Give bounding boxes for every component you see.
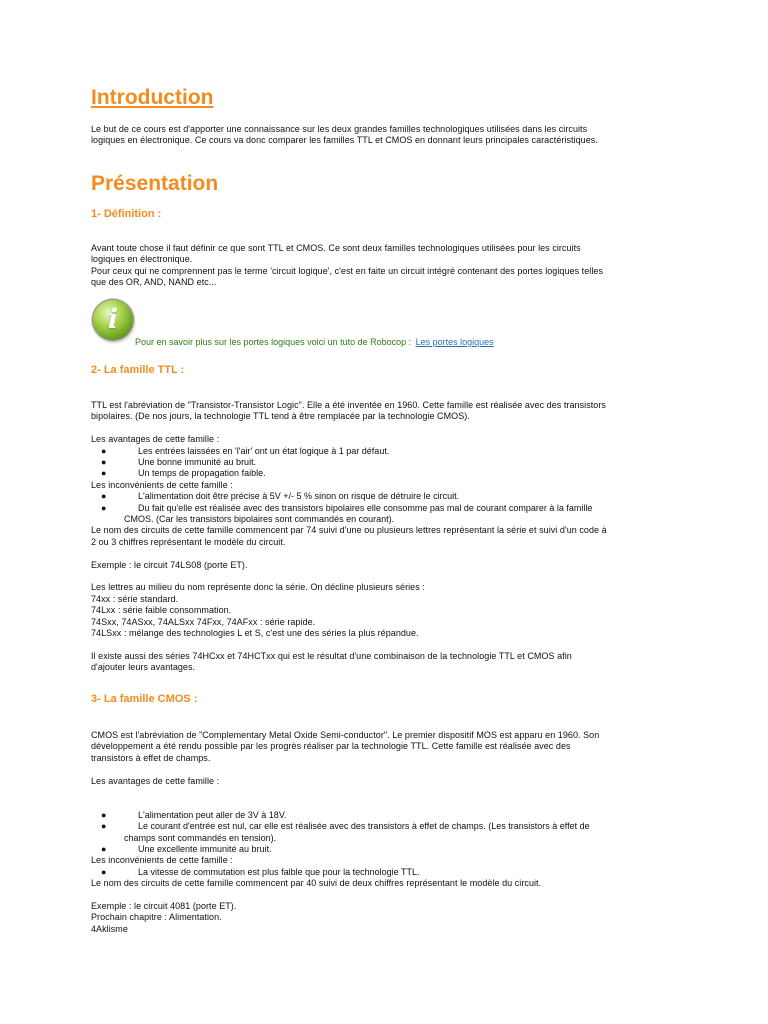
ttl-intro-line: TTL est l'abréviation de "Transistor-Transistor Logic". Elle a été inventée en 1960. Cette famille est réalisée avec des transistors — [91, 400, 606, 410]
presentation-section — [91, 172, 681, 196]
ttl-series-line: 74LSxx : mélange des technologies L et S, c'est une des séries la plus répandue. — [91, 628, 419, 639]
cmos-naming-line: Le nom des circuits de cette famille commencent par 40 suivi de deux chiffres représentant le modèle du circuit. — [91, 878, 542, 889]
spacer — [91, 548, 681, 559]
bullet: ● — [101, 468, 107, 479]
ttl-advantages-label: Les avantages de cette famille : — [91, 434, 220, 445]
ttl-hc-line: d'ajouter leurs avantages. — [91, 662, 196, 673]
author-signature: 4Aklisme — [91, 923, 128, 934]
spacer — [91, 764, 681, 775]
next-chapter: Prochain chapitre : Alimentation. — [91, 912, 222, 923]
definition-line: que des OR, AND, NAND etc... — [91, 277, 217, 288]
info-message — [135, 332, 494, 350]
list-item-text: L'alimentation doit être précise à 5V +/- 5 % sinon on risque de détruire le circuit. — [138, 491, 460, 502]
bullet: ● — [101, 821, 107, 832]
info-icon-glyph: i — [107, 304, 119, 335]
ttl-naming-line: Le nom des circuits de cette famille commencent par 74 suivi d'une ou plusieurs lettres représentant la série et suivi d'un code à — [91, 525, 607, 536]
list-item-text: Les entrées laissées en 'l'air' ont un état logique à 1 par défaut. — [138, 445, 390, 456]
list-item — [91, 821, 681, 844]
list-item-text: Le courant d'entrée est nul, car elle est réalisée avec des transistors à effet de champs. (Les transistors à effet de — [138, 821, 590, 832]
list-item-text: La vitesse de commutation est plus faible que pour la technologie TTL. — [138, 866, 420, 877]
list-item-text-continued: CMOS. (Car les transistors bipolaires sont commandés en courant). — [124, 514, 395, 525]
list-item — [91, 867, 681, 878]
list-item — [91, 491, 681, 502]
info-text: Pour en savoir plus sur les portes logiques voici un tuto de Robocop : — [135, 337, 412, 347]
info-box — [91, 298, 681, 347]
spacer — [91, 787, 681, 810]
ttl-series-line: 74xx : série standard. — [91, 593, 179, 604]
ttl-example: Exemple : le circuit 74LS08 (porte ET). — [91, 559, 248, 570]
cmos-section — [91, 693, 681, 706]
cmos-title: 3- La famille CMOS : — [91, 693, 198, 705]
definition-line: Pour ceux qui ne comprennent pas le terme 'circuit logique', c'est en faite un circuit intégré contenant des portes logiques telles — [91, 265, 603, 276]
cmos-disadvantages-list — [91, 867, 681, 878]
bullet: ● — [101, 809, 107, 820]
ttl-section — [91, 364, 681, 377]
ttl-disadvantages-label: Les inconvénients de cette famille : — [91, 479, 233, 490]
ttl-hc-line: Il existe aussi des séries 74HCxx et 74HCTxx qui est le résultat d'une combinaison de la technologie TTL et CMOS afin — [91, 650, 572, 661]
definition-title: 1- Définition : — [91, 208, 162, 220]
ttl-advantages-list — [91, 446, 681, 480]
cmos-advantages-label: Les avantages de cette famille : — [91, 775, 220, 786]
ttl-series-line: 74Lxx : série faible consommation. — [91, 605, 232, 616]
cmos-intro-line: CMOS est l'abréviation de "Complementary Metal Oxide Semi-conductor". Le premier dispositif MOS est apparu en 1960. Son — [91, 730, 600, 740]
ttl-title: 2- La famille TTL : — [91, 364, 185, 376]
portes-logiques-link[interactable]: Les portes logiques — [415, 337, 494, 347]
bullet: ● — [101, 491, 107, 502]
list-item — [91, 457, 681, 468]
bullet: ● — [101, 445, 107, 456]
spacer — [91, 639, 681, 650]
list-item — [91, 503, 681, 526]
introduction-text — [91, 124, 681, 147]
definition-line: Avant toute chose il faut définir ce que sont TTL et CMOS. Ce sont deux familles technologiques utilisées pour les circuits — [91, 243, 581, 253]
spacer — [91, 423, 681, 434]
introduction-line: logiques en électronique. Ce cours va donc comparer les familles TTL et CMOS en donnant leurs principales caractéristiques. — [91, 135, 598, 146]
cmos-example: Exemple : le circuit 4081 (porte ET). — [91, 901, 237, 912]
list-item-text: Une excellente immunité au bruit. — [138, 844, 272, 855]
definition-text — [91, 243, 681, 289]
cmos-advantages-list — [91, 810, 681, 856]
ttl-disadvantages-list — [91, 491, 681, 525]
cmos-body — [91, 730, 681, 935]
spacer — [91, 890, 681, 901]
info-icon — [93, 300, 133, 340]
definition-section — [91, 208, 681, 221]
bullet: ● — [101, 457, 107, 468]
introduction-line: Le but de ce cours est d'apporter une connaissance sur les deux grandes familles technologiques utilisées dans les circuits — [91, 124, 588, 134]
ttl-series-line: 74Sxx, 74ASxx, 74ALSxx 74Fxx, 74AFxx : série rapide. — [91, 616, 316, 627]
list-item — [91, 810, 681, 821]
list-item-text: L'alimentation peut aller de 3V à 18V. — [138, 809, 287, 820]
ttl-series-line: Les lettres au milieu du nom représente donc la série. On décline plusieurs séries : — [91, 582, 425, 593]
cmos-intro-line: transistors à effet de champs. — [91, 752, 211, 763]
bullet: ● — [101, 844, 107, 855]
ttl-intro-line: bipolaires. (De nos jours, la technologie TTL tend à être remplacée par la technologie CMOS). — [91, 411, 470, 422]
list-item-text: Un temps de propagation faible. — [138, 468, 266, 479]
cmos-intro-line: développement a été rendu possible par les progrès réaliser par la technologie TTL. Cette famille est réalisée avec des — [91, 741, 571, 752]
ttl-body — [91, 400, 681, 674]
list-item-text-continued: champs sont commandés en tension). — [124, 832, 277, 843]
definition-line: logiques en électronique. — [91, 254, 193, 265]
cmos-disadvantages-label: Les inconvénients de cette famille : — [91, 855, 233, 866]
spacer — [91, 571, 681, 582]
ttl-naming-line: 2 ou 3 chiffres représentant le modèle du circuit. — [91, 536, 286, 547]
bullet: ● — [101, 502, 107, 513]
introduction-section — [91, 86, 681, 110]
presentation-heading: Présentation — [91, 172, 219, 195]
list-item-text: Du fait qu'elle est réalisée avec des transistors bipolaires elle consomme pas mal de courant comparer à la famille — [138, 502, 593, 513]
bullet: ● — [101, 866, 107, 877]
list-item-text: Une bonne immunité au bruit. — [138, 457, 257, 468]
list-item — [91, 446, 681, 457]
introduction-heading: Introduction — [91, 86, 214, 109]
list-item — [91, 468, 681, 479]
list-item — [91, 844, 681, 855]
